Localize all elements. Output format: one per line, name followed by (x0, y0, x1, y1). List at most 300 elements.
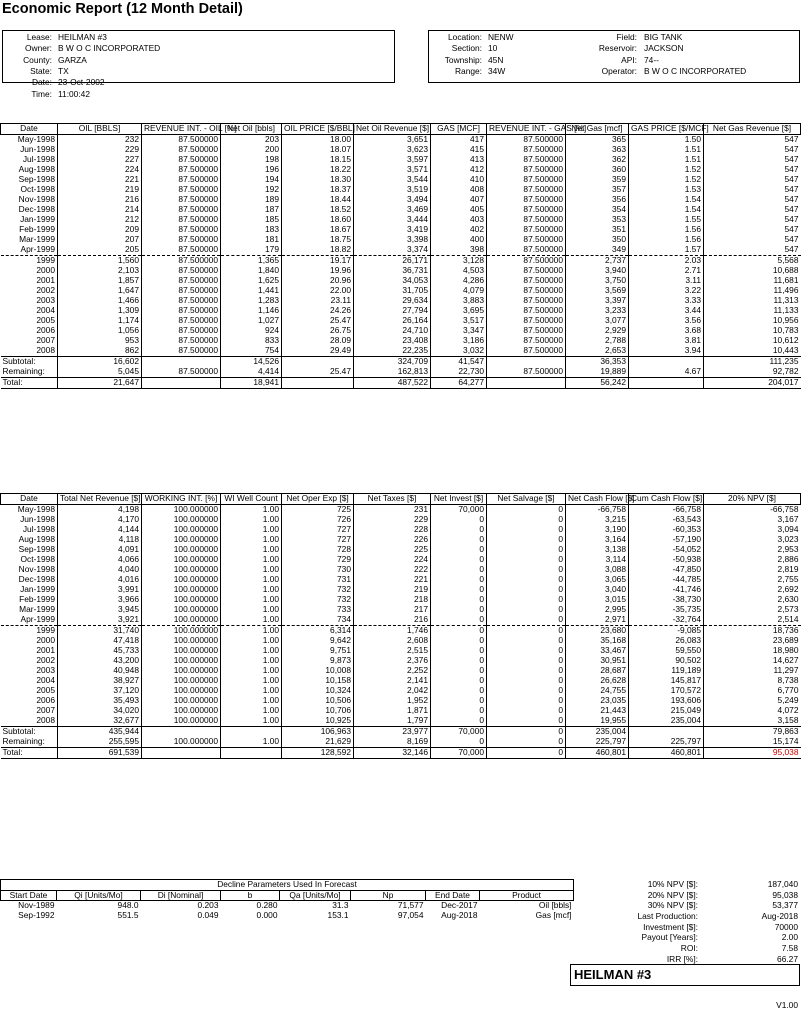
info-value: B W O C INCORPORATED (58, 43, 161, 54)
table-cell: 4.67 (629, 367, 704, 378)
table-row (1, 215, 801, 225)
table-cell: 460,801 (566, 748, 629, 759)
table-cell: 1.51 (629, 145, 704, 155)
table-row (1, 225, 801, 235)
table-cell: 0 (487, 535, 566, 545)
table-cell: 40,948 (58, 666, 142, 676)
table-cell: 0 (431, 666, 487, 676)
table-cell: 221 (354, 575, 431, 585)
table-cell: 87.500000 (487, 245, 566, 256)
report-title: Economic Report (12 Month Detail) (2, 1, 243, 17)
table-cell: 87.500000 (142, 346, 221, 357)
row-label: 2008 (36, 715, 55, 726)
row-label: 1999 (1, 626, 58, 637)
table-cell: 924 (221, 326, 282, 336)
table-cell: 87.500000 (487, 215, 566, 225)
table-cell: 23,977 (354, 727, 431, 738)
info-value: JACKSON (644, 43, 684, 54)
table-cell: 0 (431, 605, 487, 615)
table-cell: 3,651 (354, 135, 431, 146)
table-cell: 1,746 (354, 626, 431, 637)
table-cell: 70,000 (431, 505, 487, 516)
column-header-date: Date (1, 494, 58, 505)
table-cell: 3,032 (431, 346, 487, 357)
table-cell: 402 (431, 225, 487, 235)
table-cell: 100.000000 (142, 565, 221, 575)
summary-row-20-npv (600, 890, 798, 901)
table-cell: 4,066 (58, 555, 142, 565)
table-cell: 23,680 (566, 626, 629, 637)
info-label: Lease: (26, 32, 52, 42)
table-cell: 224 (58, 165, 142, 175)
table-cell: 728 (282, 545, 354, 555)
table-cell: 3,623 (354, 145, 431, 155)
table-cell: 2,103 (58, 266, 142, 276)
row-label: Nov-1998 (18, 194, 55, 205)
table-cell: 229 (354, 515, 431, 525)
table-cell: 4,016 (58, 575, 142, 585)
table-cell: 235,004 (629, 716, 704, 727)
table-cell: 0 (431, 646, 487, 656)
table-cell: 19,955 (566, 716, 629, 727)
table-cell: 26.75 (282, 326, 354, 336)
table-cell: 35,493 (58, 696, 142, 706)
summary-label: 20% NPV [$]: (647, 889, 698, 900)
table-row (1, 145, 801, 155)
table-cell: 729 (282, 555, 354, 565)
table-cell: 0 (431, 565, 487, 575)
table-cell: 3,397 (566, 296, 629, 306)
table-cell: 1,146 (221, 306, 282, 316)
row-label: 2006 (36, 695, 55, 706)
table-cell: 0 (431, 676, 487, 686)
table-row (1, 195, 801, 205)
table-cell: 3,088 (566, 565, 629, 575)
table-cell: -47,850 (629, 565, 704, 575)
table-cell: 59,550 (629, 646, 704, 656)
table-cell: 9,873 (282, 656, 354, 666)
table-cell: 185 (221, 215, 282, 225)
table-cell: 360 (566, 165, 629, 175)
decline-header-di-nominal: Di [Nominal] (141, 890, 221, 901)
table-cell: 0 (487, 727, 566, 738)
table-cell: -66,758 (704, 505, 801, 516)
table-cell: 547 (704, 145, 801, 155)
table-cell: 1,466 (58, 296, 142, 306)
table-cell: 18,736 (704, 626, 801, 637)
table-cell: 2,515 (354, 646, 431, 656)
info-value: HEILMAN #3 (58, 32, 107, 42)
table-row (1, 245, 801, 256)
info-value: 45N (488, 54, 504, 65)
table-cell: 87.500000 (142, 326, 221, 336)
table-cell: 3,921 (58, 615, 142, 626)
summary-value: 53,377 (772, 900, 798, 911)
table-cell: 87.500000 (142, 276, 221, 286)
summary-row-irr (600, 954, 798, 965)
table-cell: 100.000000 (142, 535, 221, 545)
table-cell: 194 (221, 175, 282, 185)
table-cell: 192 (221, 185, 282, 195)
row-label: 2005 (36, 685, 55, 696)
table-cell: -57,190 (629, 535, 704, 545)
table-cell: 18.60 (282, 215, 354, 225)
table-cell: 547 (704, 245, 801, 256)
summary-row-last-production (600, 911, 798, 922)
table-cell: 547 (704, 225, 801, 235)
row-label: 2000 (36, 265, 55, 276)
table-cell: 100.000000 (142, 676, 221, 686)
table-cell: 1,560 (58, 256, 142, 267)
table-row (1, 175, 801, 185)
table-cell: 412 (431, 165, 487, 175)
table-cell: 3,945 (58, 605, 142, 615)
table-cell: 30,951 (566, 656, 629, 666)
table-cell: 3,419 (354, 225, 431, 235)
table-cell: 726 (282, 515, 354, 525)
table-row (1, 336, 801, 346)
table-cell: 204,017 (704, 378, 801, 389)
table-cell: 0 (487, 656, 566, 666)
table-cell: 2,953 (704, 545, 801, 555)
table-cell: 22,235 (354, 346, 431, 357)
table-cell: 41,547 (431, 357, 487, 368)
table-cell: 0 (431, 575, 487, 585)
table-cell: 4,414 (221, 367, 282, 378)
table-cell: 2,573 (704, 605, 801, 615)
decline-cell: Sep-1992 (18, 910, 55, 921)
table-cell: 179 (221, 245, 282, 256)
table-cell: 0 (487, 605, 566, 615)
table-cell: 1.52 (629, 165, 704, 175)
table-cell: 187 (221, 205, 282, 215)
table-cell: 3.81 (629, 336, 704, 346)
table-row (1, 235, 801, 245)
table-cell: 3,040 (566, 585, 629, 595)
table-cell: 8,169 (354, 737, 431, 748)
info-value: B W O C INCORPORATED (644, 65, 747, 76)
row-label: 2004 (36, 675, 55, 686)
table-cell: 224 (354, 555, 431, 565)
table-row (1, 205, 801, 215)
decline-cell: Gas [mcf] (535, 910, 572, 921)
table-cell: 87.500000 (487, 135, 566, 146)
table-cell: 181 (221, 235, 282, 245)
table-cell: 70,000 (431, 748, 487, 759)
table-cell: 1,027 (221, 316, 282, 326)
table-cell: 2,653 (566, 346, 629, 357)
table-cell: 34,053 (354, 276, 431, 286)
column-header-date: Date (1, 124, 58, 135)
row-label: May-1998 (17, 134, 55, 145)
row-label: Dec-1998 (18, 204, 55, 215)
table-cell: 547 (704, 175, 801, 185)
table-cell: 26,628 (566, 676, 629, 686)
table-cell: 3,114 (566, 555, 629, 565)
table-cell: 1.00 (221, 706, 282, 716)
table-cell: 18.37 (282, 185, 354, 195)
table-cell: 3,023 (704, 535, 801, 545)
table-cell: 691,539 (58, 748, 142, 759)
column-header-revenue-int-gas: REVENUE INT. - GAS [%] (487, 124, 566, 135)
table-cell: 3,015 (566, 595, 629, 605)
table-cell: 36,353 (566, 357, 629, 368)
table-cell: 87.500000 (487, 225, 566, 235)
table-cell: 2,141 (354, 676, 431, 686)
table-cell: 20.96 (282, 276, 354, 286)
table-cell: 3,991 (58, 585, 142, 595)
table-cell: 3,215 (566, 515, 629, 525)
economic-summary (600, 879, 798, 965)
row-label: 2001 (36, 645, 55, 656)
table-cell: 0 (431, 656, 487, 666)
row-label: Dec-1998 (18, 574, 55, 585)
table-cell: 232 (58, 135, 142, 146)
table-cell: 2,252 (354, 666, 431, 676)
table-cell: 357 (566, 185, 629, 195)
table-cell: 2,929 (566, 326, 629, 336)
column-header-net-oil-revenue: Net Oil Revenue [$] (354, 124, 431, 135)
table-cell: 22,730 (431, 367, 487, 378)
table-cell: 18.67 (282, 225, 354, 235)
row-label: Jul-1998 (22, 154, 55, 165)
info-label: Township: (444, 54, 482, 65)
table-cell: 0 (487, 696, 566, 706)
table-cell: 1.00 (221, 626, 282, 637)
table-cell: 2,737 (566, 256, 629, 267)
table-cell: 547 (704, 235, 801, 245)
summary-value: 95,038 (772, 889, 798, 900)
table-cell: 87.500000 (142, 135, 221, 146)
table-cell: 100.000000 (142, 696, 221, 706)
table-cell: 547 (704, 155, 801, 165)
table-cell: 1,647 (58, 286, 142, 296)
table-cell: 70,000 (431, 727, 487, 738)
table-cell: 87.500000 (487, 316, 566, 326)
row-label: May-1998 (17, 504, 55, 515)
table-cell: 100.000000 (142, 615, 221, 626)
table-cell: 0 (487, 575, 566, 585)
table-row (1, 326, 801, 336)
column-header-net-cash-flow: Net Cash Flow [$] (566, 494, 629, 505)
table-cell: 3,077 (566, 316, 629, 326)
table-cell: 1.00 (221, 535, 282, 545)
summary-row-30-npv (600, 900, 798, 911)
table-cell: 18.44 (282, 195, 354, 205)
table-cell: 10,783 (704, 326, 801, 336)
table-cell: 19,889 (566, 367, 629, 378)
info-value: 74-- (644, 54, 659, 65)
table-cell: 356 (566, 195, 629, 205)
table-cell: 1.00 (221, 646, 282, 656)
table-cell: 100.000000 (142, 595, 221, 605)
row-label: 1999 (1, 256, 58, 267)
table-cell: -44,785 (629, 575, 704, 585)
table-cell: 87.500000 (142, 336, 221, 346)
table-cell: 353 (566, 215, 629, 225)
table-cell: 5,568 (704, 256, 801, 267)
table-cell: 31,705 (354, 286, 431, 296)
table-cell: 32,146 (354, 748, 431, 759)
table-cell: 3,940 (566, 266, 629, 276)
table-cell: 1.00 (221, 505, 282, 516)
column-header-cum-cash-flow: Cum Cash Flow [$] (629, 494, 704, 505)
decline-cell: 948.0 (117, 900, 139, 911)
table-cell: 3,158 (704, 716, 801, 727)
decline-header-qa-units-mo: Qa [Units/Mo] (280, 890, 351, 901)
table-cell: 0 (487, 615, 566, 626)
table-cell: 35,168 (566, 636, 629, 646)
summary-label: ROI: (680, 943, 698, 954)
decline-parameters-table (0, 879, 574, 921)
table-cell: 19.17 (282, 256, 354, 267)
row-label: Total: (1, 378, 58, 389)
table-cell: 6,314 (282, 626, 354, 637)
row-label: 2003 (36, 295, 55, 306)
table-cell: 87.500000 (487, 296, 566, 306)
table-cell: 354 (566, 205, 629, 215)
table-cell: 2,971 (566, 615, 629, 626)
table-cell: 189 (221, 195, 282, 205)
table-cell: 727 (282, 535, 354, 545)
info-label: Field: (616, 32, 637, 42)
decline-cell: 71,577 (397, 900, 424, 911)
column-header-working-int: WORKING INT. [%] (142, 494, 221, 505)
row-label: Mar-1999 (19, 604, 55, 615)
table-cell: 4,118 (58, 535, 142, 545)
summary-row-10-npv (600, 879, 798, 890)
table-cell: 1.52 (629, 175, 704, 185)
column-header-gas-price-mcf: GAS PRICE [$/MCF] (629, 124, 704, 135)
table-cell: 1.00 (221, 565, 282, 575)
table-cell: 43,200 (58, 656, 142, 666)
table-cell: 0 (487, 666, 566, 676)
row-label: Apr-1999 (20, 244, 55, 255)
table-cell: 87.500000 (142, 165, 221, 175)
table-cell: 4,040 (58, 565, 142, 575)
table-row (1, 367, 801, 378)
table-cell: 417 (431, 135, 487, 146)
table-cell: 487,522 (354, 378, 431, 389)
table-row (1, 346, 801, 357)
table-cell: 1.00 (221, 545, 282, 555)
table-cell (142, 378, 221, 389)
table-cell: 100.000000 (142, 737, 221, 748)
table-cell: 87.500000 (487, 276, 566, 286)
table-cell: 100.000000 (142, 716, 221, 727)
row-label: Mar-1999 (19, 234, 55, 245)
table-cell: 8,738 (704, 676, 801, 686)
decline-cell: 0.049 (197, 910, 219, 921)
table-cell: 3,569 (566, 286, 629, 296)
table-cell (142, 748, 221, 759)
table-cell: 4,079 (431, 286, 487, 296)
table-cell: 200 (221, 145, 282, 155)
table-cell: 410 (431, 175, 487, 185)
table-cell: 18.75 (282, 235, 354, 245)
table-cell: 29.49 (282, 346, 354, 357)
table-cell: 3,469 (354, 205, 431, 215)
table-cell: 732 (282, 585, 354, 595)
info-label: Date: (31, 77, 52, 88)
table-cell: 87.500000 (487, 256, 566, 267)
table-cell: 22.00 (282, 286, 354, 296)
table-cell: 87.500000 (487, 205, 566, 215)
table-cell: 128,592 (282, 748, 354, 759)
table-cell: 350 (566, 235, 629, 245)
table-cell: 10,008 (282, 666, 354, 676)
table-cell: 23,035 (566, 696, 629, 706)
row-label: Jun-1998 (20, 144, 55, 155)
table-cell (487, 378, 566, 389)
summary-row-roi (600, 943, 798, 954)
table-cell: 24,710 (354, 326, 431, 336)
decline-header-qi-units-mo: Qi [Units/Mo] (57, 890, 141, 901)
table-cell: 10,443 (704, 346, 801, 357)
table-cell: 3,571 (354, 165, 431, 175)
table-cell: 18,980 (704, 646, 801, 656)
table-cell: -50,938 (629, 555, 704, 565)
decline-cell: 153.1 (327, 910, 349, 921)
table-cell: 0 (431, 696, 487, 706)
table-cell: 0 (487, 716, 566, 727)
table-cell: 87.500000 (487, 367, 566, 378)
row-label: Feb-1999 (19, 594, 55, 605)
table-cell: 87.500000 (487, 286, 566, 296)
table-cell: 215,049 (629, 706, 704, 716)
table-cell: 87.500000 (487, 235, 566, 245)
row-label: Oct-1998 (20, 184, 55, 195)
row-label: Feb-1999 (19, 224, 55, 235)
table-row (1, 378, 801, 389)
table-cell: -38,730 (629, 595, 704, 605)
table-cell: 0 (431, 545, 487, 555)
summary-value: 7.58 (781, 943, 798, 954)
table-cell: 119,189 (629, 666, 704, 676)
table-cell: 28.09 (282, 336, 354, 346)
table-cell: 3,494 (354, 195, 431, 205)
table-cell: 0 (487, 748, 566, 759)
table-cell: 221 (58, 175, 142, 185)
table-cell: 3.56 (629, 316, 704, 326)
table-cell: 87.500000 (487, 346, 566, 357)
table-cell: 9,751 (282, 646, 354, 656)
column-header-net-gas-mcf: Net Gas [mcf] (566, 124, 629, 135)
table-cell: 183 (221, 225, 282, 235)
row-label: 2001 (36, 275, 55, 286)
table-cell: 11,297 (704, 666, 801, 676)
info-label: Owner: (25, 43, 52, 54)
cash-flow-table (0, 493, 801, 759)
table-cell: 1.56 (629, 235, 704, 245)
table-cell: -35,735 (629, 605, 704, 615)
table-cell: 212 (58, 215, 142, 225)
table-cell: 11,133 (704, 306, 801, 316)
column-header-gas-mcf: GAS [MCF] (431, 124, 487, 135)
column-header-wi-well-count: WI Well Count (221, 494, 282, 505)
table-cell: 1,174 (58, 316, 142, 326)
table-cell: 3.94 (629, 346, 704, 357)
table-cell: 1.00 (221, 636, 282, 646)
table-cell: 0 (431, 555, 487, 565)
summary-label: Payout [Years]: (641, 932, 698, 943)
table-cell: 2,376 (354, 656, 431, 666)
table-cell: 216 (354, 615, 431, 626)
table-cell: 92,782 (704, 367, 801, 378)
decline-cell: 0.280 (256, 900, 278, 911)
table-cell: 100.000000 (142, 515, 221, 525)
table-cell: 3,167 (704, 515, 801, 525)
